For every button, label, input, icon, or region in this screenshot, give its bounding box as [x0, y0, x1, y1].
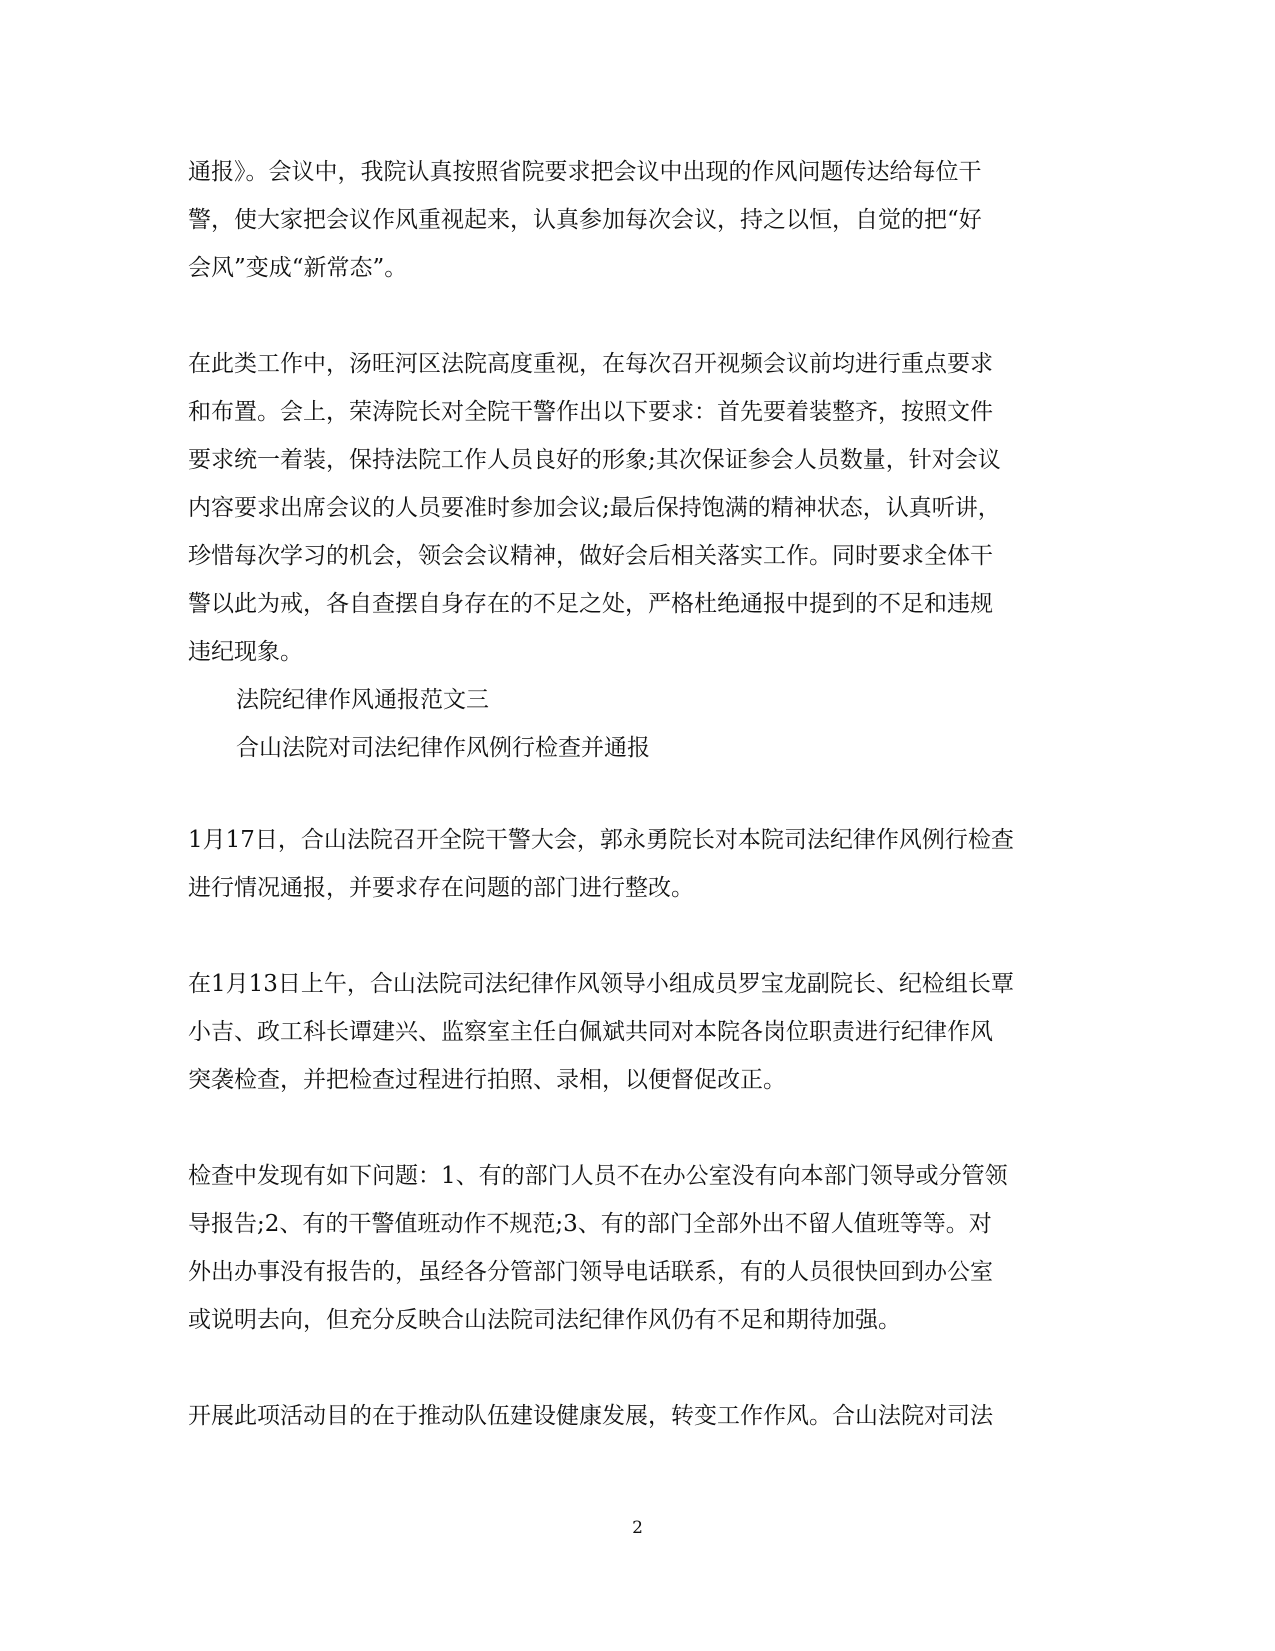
text-line: 在1月13日上午，合山法院司法纪律作风领导小组成员罗宝龙副院长、纪检组长覃 [188, 971, 1014, 997]
paragraph-1 [188, 148, 1078, 292]
text-line: 违纪现象。 [188, 639, 303, 665]
text-line: 会风”变成“新常态”。 [188, 255, 408, 281]
text-line: 小吉、政工科长谭建兴、监察室主任白佩斌共同对本院各岗位职责进行纪律作风 [188, 1019, 993, 1045]
text-line: 内容要求出席会议的人员要准时参加会议;最后保持饱满的精神状态，认真听讲， [188, 495, 1001, 521]
section-subheading: 合山法院对司法纪律作风例行检查并通报 [236, 735, 650, 761]
text-line: 珍惜每次学习的机会，领会会议精神，做好会后相关落实工作。同时要求全体干 [188, 543, 993, 569]
text-line: 导报告;2、有的干警值班动作不规范;3、有的部门全部外出不留人值班等等。对 [188, 1211, 992, 1237]
text-line: 警，使大家把会议作风重视起来，认真参加每次会议，持之以恒，自觉的把“好 [188, 207, 982, 233]
text-line: 通报》。会议中，我院认真按照省院要求把会议中出现的作风问题传达给每位干 [188, 159, 982, 185]
page-number: 2 [632, 1518, 643, 1538]
paragraph-3 [188, 816, 1078, 912]
paragraph-5 [188, 1152, 1078, 1344]
text-line: 检查中发现有如下问题：1、有的部门人员不在办公室没有向本部门领导或分管领 [188, 1163, 1008, 1189]
text-line: 进行情况通报，并要求存在问题的部门进行整改。 [188, 875, 694, 901]
text-line: 要求统一着装，保持法院工作人员良好的形象;其次保证参会人员数量，针对会议 [188, 447, 1001, 473]
text-line: 和布置。会上，荣涛院长对全院干警作出以下要求：首先要着装整齐，按照文件 [188, 399, 993, 425]
text-line: 在此类工作中，汤旺河区法院高度重视，在每次召开视频会议前均进行重点要求 [188, 351, 993, 377]
text-line: 1月17日，合山法院召开全院干警大会，郭永勇院长对本院司法纪律作风例行检查 [188, 827, 1014, 853]
section-heading: 法院纪律作风通报范文三 [236, 687, 489, 713]
text-line: 警以此为戒，各自查摆自身存在的不足之处，严格杜绝通报中提到的不足和违规 [188, 591, 993, 617]
text-line: 突袭检查，并把检查过程进行拍照、录相，以便督促改正。 [188, 1067, 786, 1093]
text-line: 开展此项活动目的在于推动队伍建设健康发展，转变工作作风。合山法院对司法 [188, 1403, 993, 1429]
text-line: 或说明去向，但充分反映合山法院司法纪律作风仍有不足和期待加强。 [188, 1307, 901, 1333]
paragraph-4 [188, 960, 1078, 1104]
paragraph-2 [188, 340, 1078, 676]
paragraph-6 [188, 1392, 1078, 1440]
text-line: 外出办事没有报告的，虽经各分管部门领导电话联系，有的人员很快回到办公室 [188, 1259, 993, 1285]
